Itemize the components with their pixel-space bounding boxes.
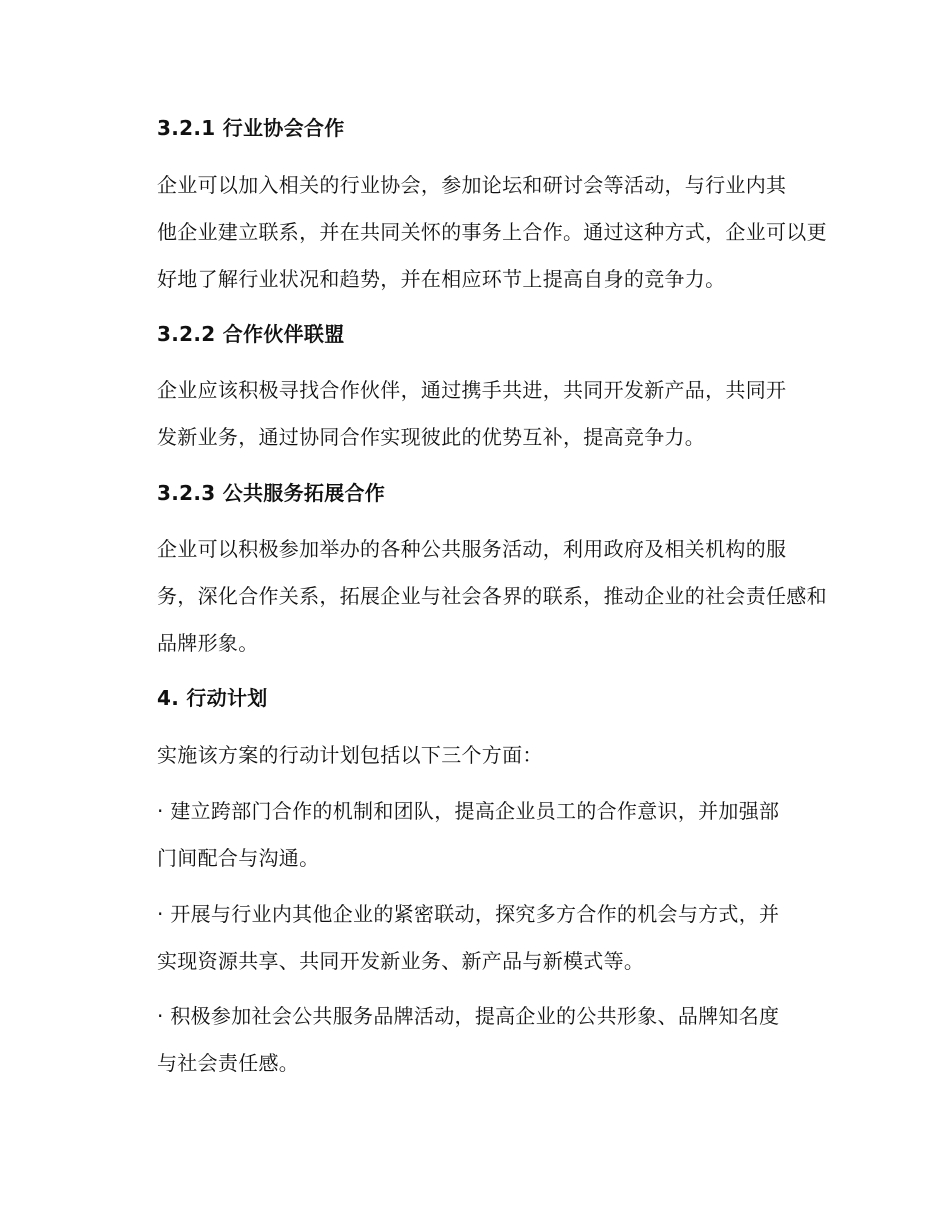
action-plan-intro: 实施该方案的行动计划包括以下三个方面： (157, 743, 543, 767)
paragraph-line: 他企业建立联系，并在共同关怀的事务上合作。通过这种方式，企业可以更 (157, 220, 827, 244)
paragraph-3-2-3 (113, 526, 833, 667)
paragraph-line: 企业可以积极参加举办的各种公共服务活动，利用政府及相关机构的服 (157, 537, 787, 561)
paragraph-3-2-2 (113, 367, 833, 461)
paragraph-line: 企业应该积极寻找合作伙伴，通过携手共进，共同开发新产品，共同开 (157, 378, 787, 402)
action-plan-bullet-1 (113, 788, 833, 882)
paragraph-line: 发新业务，通过协同合作实现彼此的优势互补，提高竞争力。 (157, 425, 706, 449)
paragraph-line: 与社会责任感。 (157, 1051, 300, 1075)
paragraph-line: · 建立跨部门合作的机制和团队，提高企业员工的合作意识，并加强部 (157, 799, 780, 823)
paragraph-line: 门间配合与沟通。 (157, 846, 320, 870)
section-heading-3-2-3: 3.2.3 公共服务拓展合作 (157, 481, 386, 505)
section-heading-3-2-2: 3.2.2 合作伙伴联盟 (157, 322, 345, 346)
paragraph-line: 企业可以加入相关的行业协会，参加论坛和研讨会等活动，与行业内其 (157, 173, 787, 197)
paragraph-line: 实现资源共享、共同开发新业务、新产品与新模式等。 (157, 949, 645, 973)
paragraph-line: · 积极参加社会公共服务品牌活动，提高企业的公共形象、品牌知名度 (157, 1004, 780, 1028)
section-heading-3-2-1: 3.2.1 行业协会合作 (157, 116, 345, 140)
section-heading-4: 4. 行动计划 (157, 686, 268, 710)
paragraph-line: 务，深化合作关系，拓展企业与社会各界的联系，推动企业的社会责任感和 (157, 584, 827, 608)
paragraph-line: 品牌形象。 (157, 631, 259, 655)
paragraph-line: · 开展与行业内其他企业的紧密联动，探究多方合作的机会与方式，并 (157, 902, 780, 926)
paragraph-3-2-1 (113, 162, 833, 303)
action-plan-bullet-2 (113, 891, 833, 985)
action-plan-bullet-3 (113, 993, 833, 1087)
paragraph-line: 好地了解行业状况和趋势，并在相应环节上提高自身的竞争力。 (157, 267, 726, 291)
